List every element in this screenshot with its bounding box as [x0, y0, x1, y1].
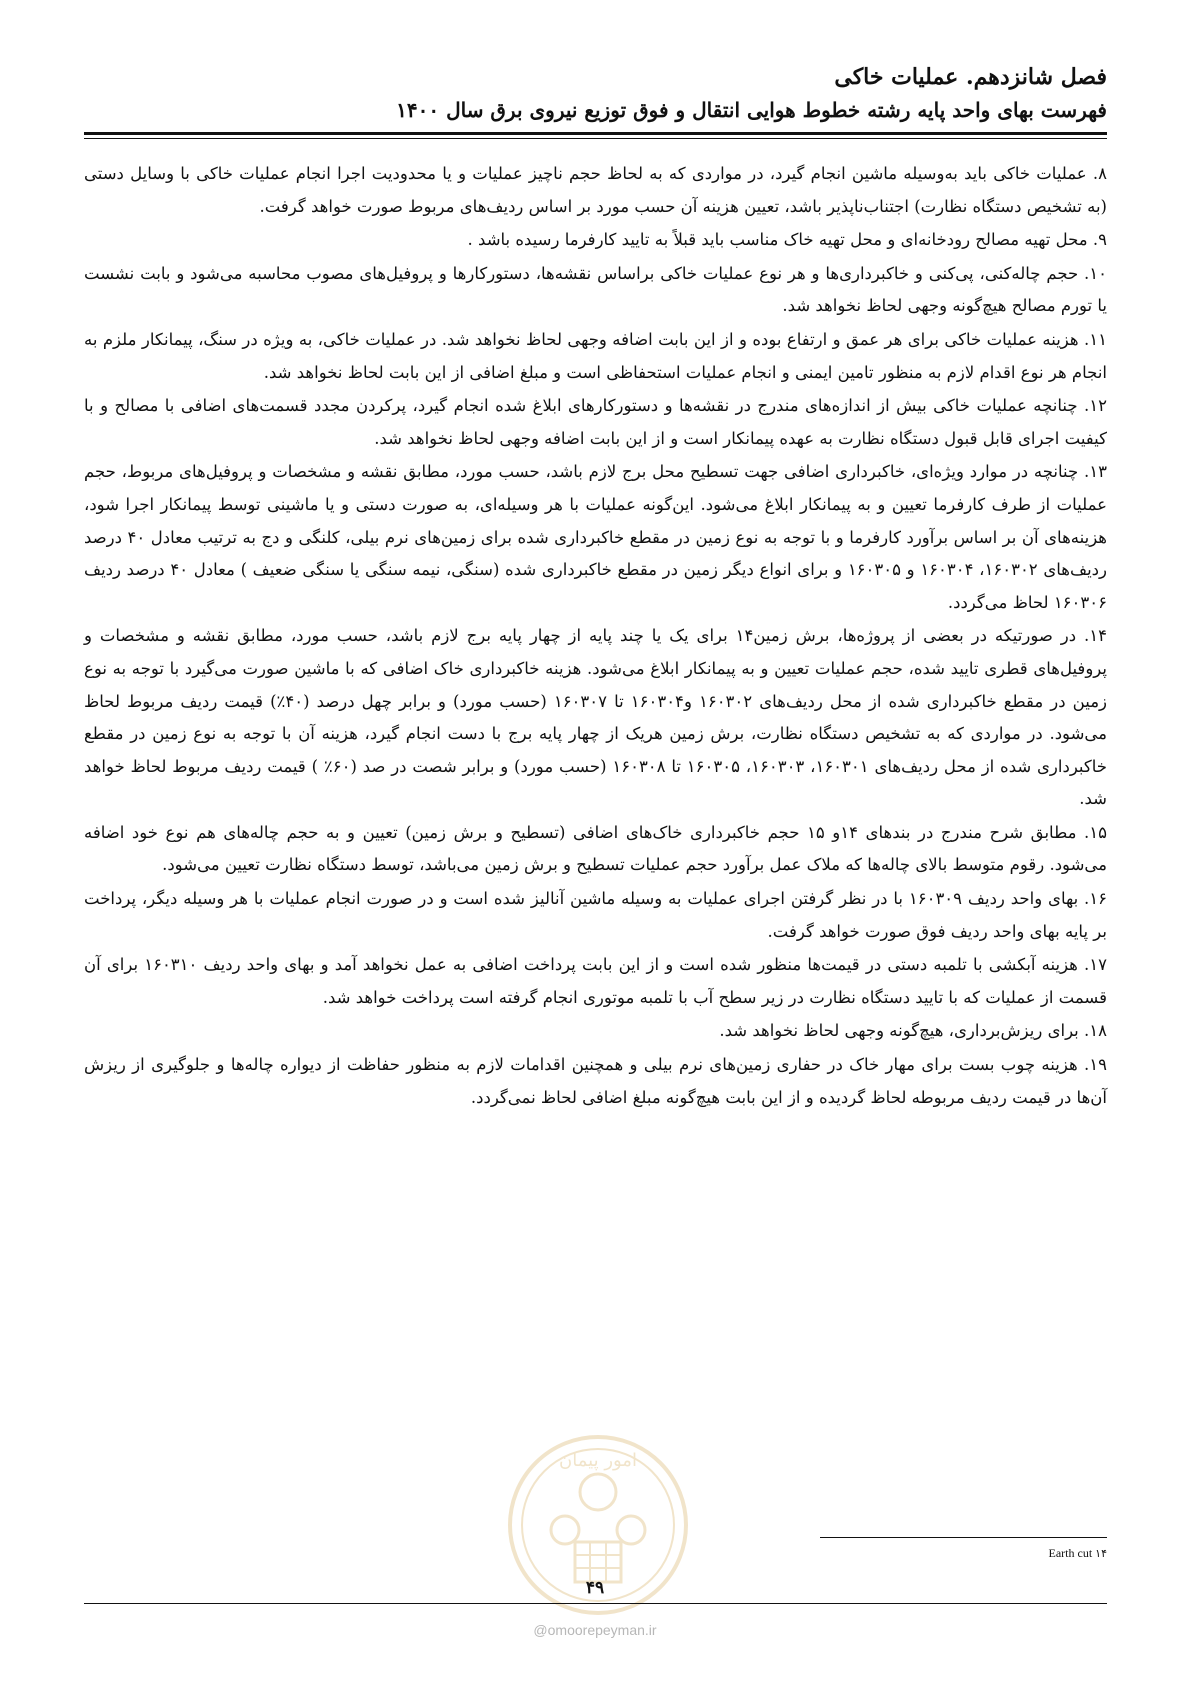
paragraph-14: ۱۴. در صورتیکه در بعضی از پروژه‌ها، برش زمین۱۴ برای یک یا چند پایه از چهار پایه برج لازم باشد، حسب مورد، مطابق نقشه و مشخصات و پروفیل‌های قطری تایید شده، حجم عملیات تعیین و به پیمانکار ابلاغ می‌شود. هزینه خاکبرداری خاک اضافی که با ماشین صورت می‌گیرد با توجه به نوع زمین در مقطع خاکبرداری شده از محل ردیف‌های ۱۶۰۳۰۲ و۱۶۰۳۰۴ تا ۱۶۰۳۰۷ (حسب مورد) و برابر چهل درصد (۴۰٪) قیمت ردیف مربوط لحاظ می‌شود. در مواردی که به تشخیص دستگاه نظارت، برش زمین هریک از چهار پایه برج با دست انجام گیرد، هزینه آن با توجه به نوع زمین در مقطع خاکبرداری شده از محل ردیف‌های ۱۶۰۳۰۱، ۱۶۰۳۰۳، ۱۶۰۳۰۵ تا ۱۶۰۳۰۸ (حسب مورد) و برابر شصت در صد (۶۰٪ ) قیمت ردیف مربوط لحاظ خواهد شد.: [84, 626, 1108, 809]
header-rule-thick: [84, 132, 1107, 135]
paragraph-11: ۱۱. هزینه عملیات خاکی برای هر عمق و ارتفاع بوده و از این بابت اضافه وجهی لحاظ نخواهد شد. در عملیات خاکی، به ویژه در سنگ، پیمانکار ملزم به انجام هر نوع اقدام لازم به منظور تامین ایمنی و انجام عملیات استحفاظی است و مبلغ اضافی از این بابت لحاظ نخواهد شد.: [84, 329, 1107, 382]
footnote: [820, 1545, 1107, 1562]
paragraph-16: ۱۶. بهای واحد ردیف ۱۶۰۳۰۹ با در نظر گرفتن اجرای عملیات به وسیله ماشین آنالیز شده است و در صورت انجام عملیات با هر وسیله دیگر، پرداخت بر پایه بهای واحد ردیف فوق صورت خواهد گرفت.: [84, 889, 1108, 941]
page-header: [84, 60, 1107, 126]
footnote-number: ۱۴: [1095, 1548, 1107, 1560]
paragraph-18: ۱۸. برای ریزش‌برداری، هیچ‌گونه وجهی لحاظ نخواهد شد.: [719, 1021, 1107, 1041]
watermark-text: امور پیمان: [559, 1450, 637, 1471]
document-subtitle: فهرست بهای واحد پایه رشته خطوط هوایی انتقال و فوق توزیع نیروی برق سال ۱۴۰۰: [396, 98, 1107, 122]
paragraph-8: ۸. عملیات خاکی باید به‌وسیله ماشین انجام گیرد، در مواردی که به لحاظ حجم ناچیز عملیات و یا محدودیت اجرا انجام عملیات خاکی با وسایل دستی (به تشخیص دستگاه نظارت) اجتناب‌ناپذیر باشد، تعیین هزینه آن حسب مورد بر اساس ردیف‌های مربوط صورت خواهد گرفت.: [84, 164, 1107, 216]
footnote-rule: [820, 1537, 1107, 1538]
footer-rule: [84, 1603, 1107, 1604]
paragraph-19: ۱۹. هزینه چوب بست برای مهار خاک در حفاری زمین‌های نرم بیلی و همچنین اقدامات لازم به منظور حفاظت از دیواره چاله‌ها و جلوگیری از ریزش آن‌ها در قیمت ردیف مربوطه لحاظ گردیده و از این بابت هیچ‌گونه مبلغ اضافی لحاظ نمی‌گردد.: [84, 1055, 1107, 1107]
paragraph-9: ۹. محل تهیه مصالح رودخانه‌ای و محل تهیه خاک مناسب باید قبلاً به تایید کارفرما رسیده باشد .: [467, 230, 1107, 250]
paragraph-12: ۱۲. چنانچه عملیات خاکی بیش از اندازه‌های مندرج در نقشه‌ها و دستورکارهای ابلاغ شده انجام گیرد، پرکردن مجدد قسمت‌های اضافی با مصالح و با کیفیت اجرای قابل قبول دستگاه نظارت به عهده پیمانکار است و از این بابت اضافه وجهی لحاظ نخواهد شد.: [84, 396, 1107, 448]
paragraph-13: ۱۳. چنانچه در موارد ویژه‌ای، خاکبرداری اضافی جهت تسطیح محل برج لازم باشد، حسب مورد، مطابق نقشه و مشخصات و پروفیل‌های مربوط، حجم عملیات از طرف کارفرما تعیین و به پیمانکار ابلاغ می‌شود. این‌گونه عملیات با هر وسیله‌ای، به صورت دستی و یا ماشینی توسط پیمانکار اجرا شود، هزینه‌های آن بر اساس برآورد کارفرما و با توجه به نوع زمین در مقطع خاکبرداری شده برای زمین‌های نرم بیلی، کلنگی و دج به ترتیب معادل ۴۰ درصد ردیف‌های ۱۶۰۳۰۲، ۱۶۰۳۰۴ و ۱۶۰۳۰۵ و برای انواع دیگر زمین در مقطع خاکبرداری شده (سنگی، نیمه سنگی یا سنگی ضعیف ) معادل ۴۰ درصد ردیف ۱۶۰۳۰۶ لحاظ می‌گردد.: [84, 462, 1108, 612]
paragraph-17: ۱۷. هزینه آبکشی با تلمبه دستی در قیمت‌ها منظور شده است و از این بابت پرداخت اضافی به عمل نخواهد آمد و بهای واحد ردیف ۱۶۰۳۱۰ برای آن قسمت از عملیات که با تایید دستگاه نظارت در زیر سطح آب با تلمبه موتوری انجام گرفته است پرداخت خواهد شد.: [84, 955, 1108, 1007]
header-rule-thin: [84, 138, 1107, 139]
footer-website: @omoorepeyman.ir: [533, 1622, 657, 1638]
page-number: ۴۹: [585, 1578, 605, 1598]
paragraph-15: ۱۵. مطابق شرح مندرج در بندهای ۱۴و ۱۵ حجم خاکبرداری خاک‌های اضافی (تسطیح و برش زمین) تعیین و به حجم چاله‌های هم نوع خود اضافه می‌شود. رقوم متوسط بالای چاله‌ها که ملاک عمل برآورد حجم عملیات تسطیح و برش زمین می‌باشد، توسط دستگاه نظارت تعیین می‌شود.: [84, 822, 1107, 875]
paragraph-10: ۱۰. حجم چاله‌کنی، پی‌کنی و خاکبرداری‌ها و هر نوع عملیات خاکی براساس نقشه‌ها، دستورکارها و پروفیل‌های مصوب محاسبه می‌شود و بابت نشست یا تورم مصالح هیچ‌گونه وجهی لحاظ نخواهد شد.: [84, 263, 1107, 316]
footnote-text: Earth cut: [1048, 1546, 1093, 1560]
body-text: [84, 158, 1107, 1114]
chapter-title: فصل شانزدهم. عملیات خاکی: [834, 64, 1107, 90]
